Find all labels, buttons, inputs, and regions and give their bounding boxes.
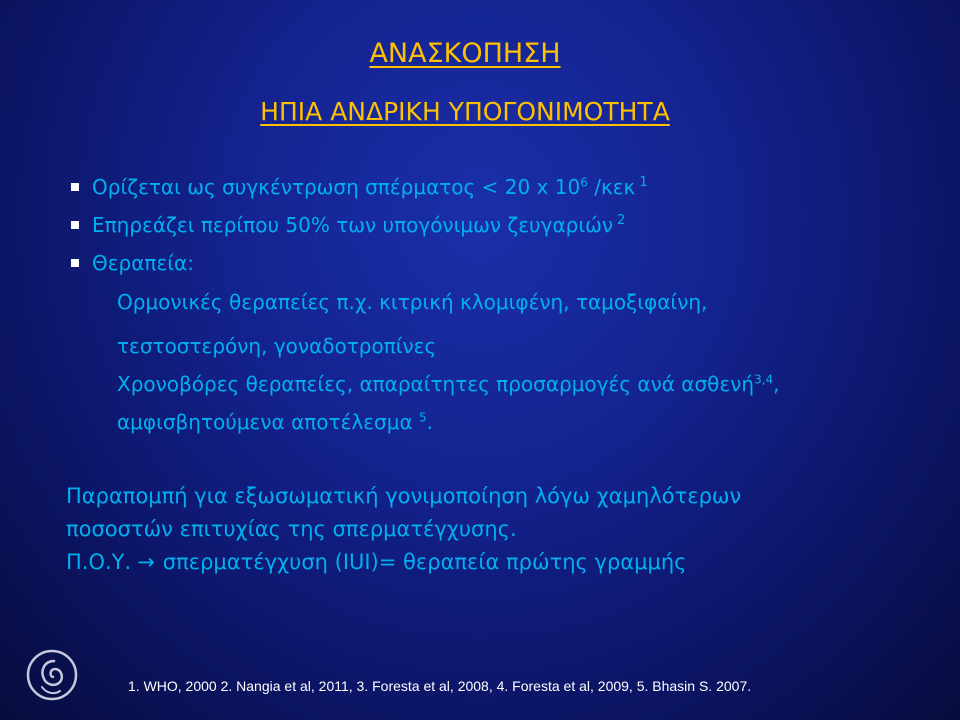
paragraph-line: ποσοστών επιτυχίας της σπερματέγχυσης.	[66, 517, 517, 541]
square-bullet-icon	[71, 221, 79, 229]
bullet-item	[71, 206, 648, 244]
bullet-exponent: 6	[580, 175, 588, 190]
bullet-text-main: Επηρεάζει περίπου 50% των υπογόνιμων ζευγαριών	[92, 213, 614, 237]
references: 1. WHO, 2000 2. Nangia et al, 2011, 3. Foresta et al, 2008, 4. Foresta et al, 2009, 5. Bhasin S. 2007.	[128, 678, 752, 694]
sub-line-text: αμφισβητούμενα αποτέλεσμα	[117, 410, 419, 434]
bullet-text	[92, 175, 648, 199]
embryo-logo-icon	[24, 647, 80, 703]
bullet-reference: 1	[639, 175, 648, 191]
slide-title: ΑΝΑΣΚΟΠΗΣΗ	[369, 38, 561, 69]
bullet-text-main: Ορίζεται ως συγκέντρωση σπέρματος < 20 x 10	[92, 175, 581, 199]
bullet-text-main: Θεραπεία:	[92, 251, 194, 275]
bullet-text-after: /κεκ	[587, 175, 636, 199]
sub-line: Ορμονικές θεραπείες π.χ. κιτρική κλομιφένη, ταμοξιφαίνη,	[117, 290, 708, 314]
sub-line-reference: 3,4	[754, 372, 774, 387]
bullet-reference: 2	[617, 213, 626, 229]
paragraph-line: Παραπομπή για εξωσωματική γονιμοποίηση λόγω χαμηλότερων	[66, 484, 742, 508]
sub-line-reference: 5	[418, 410, 427, 425]
square-bullet-icon	[71, 183, 79, 191]
bullet-text	[92, 213, 625, 237]
bullet-list	[71, 168, 648, 282]
conclusion-line	[66, 550, 687, 574]
sub-line	[117, 372, 780, 396]
bullet-item	[71, 244, 648, 282]
right-arrow-icon: →	[137, 550, 155, 574]
sub-line-after: .	[426, 410, 433, 434]
bullet-item	[71, 168, 648, 206]
slide-subtitle: ΗΠΙΑ ΑΝΔΡΙΚΗ ΥΠΟΓΟΝΙΜΟΤΗΤΑ	[260, 97, 670, 126]
sub-line: τεστοστερόνη, γοναδοτροπίνες	[117, 334, 437, 358]
sub-line-after: ,	[773, 372, 780, 396]
square-bullet-icon	[71, 259, 79, 267]
sub-line-text: Χρονοβόρες θεραπείες, απαραίτητες προσαρμογές ανά ασθενή	[117, 372, 755, 396]
who-abbreviation: Π.Ο.Υ.	[66, 550, 132, 574]
conclusion-text: σπερματέγχυση (IUI)= θεραπεία πρώτης γραμμής	[162, 550, 687, 574]
sub-line	[117, 410, 433, 434]
